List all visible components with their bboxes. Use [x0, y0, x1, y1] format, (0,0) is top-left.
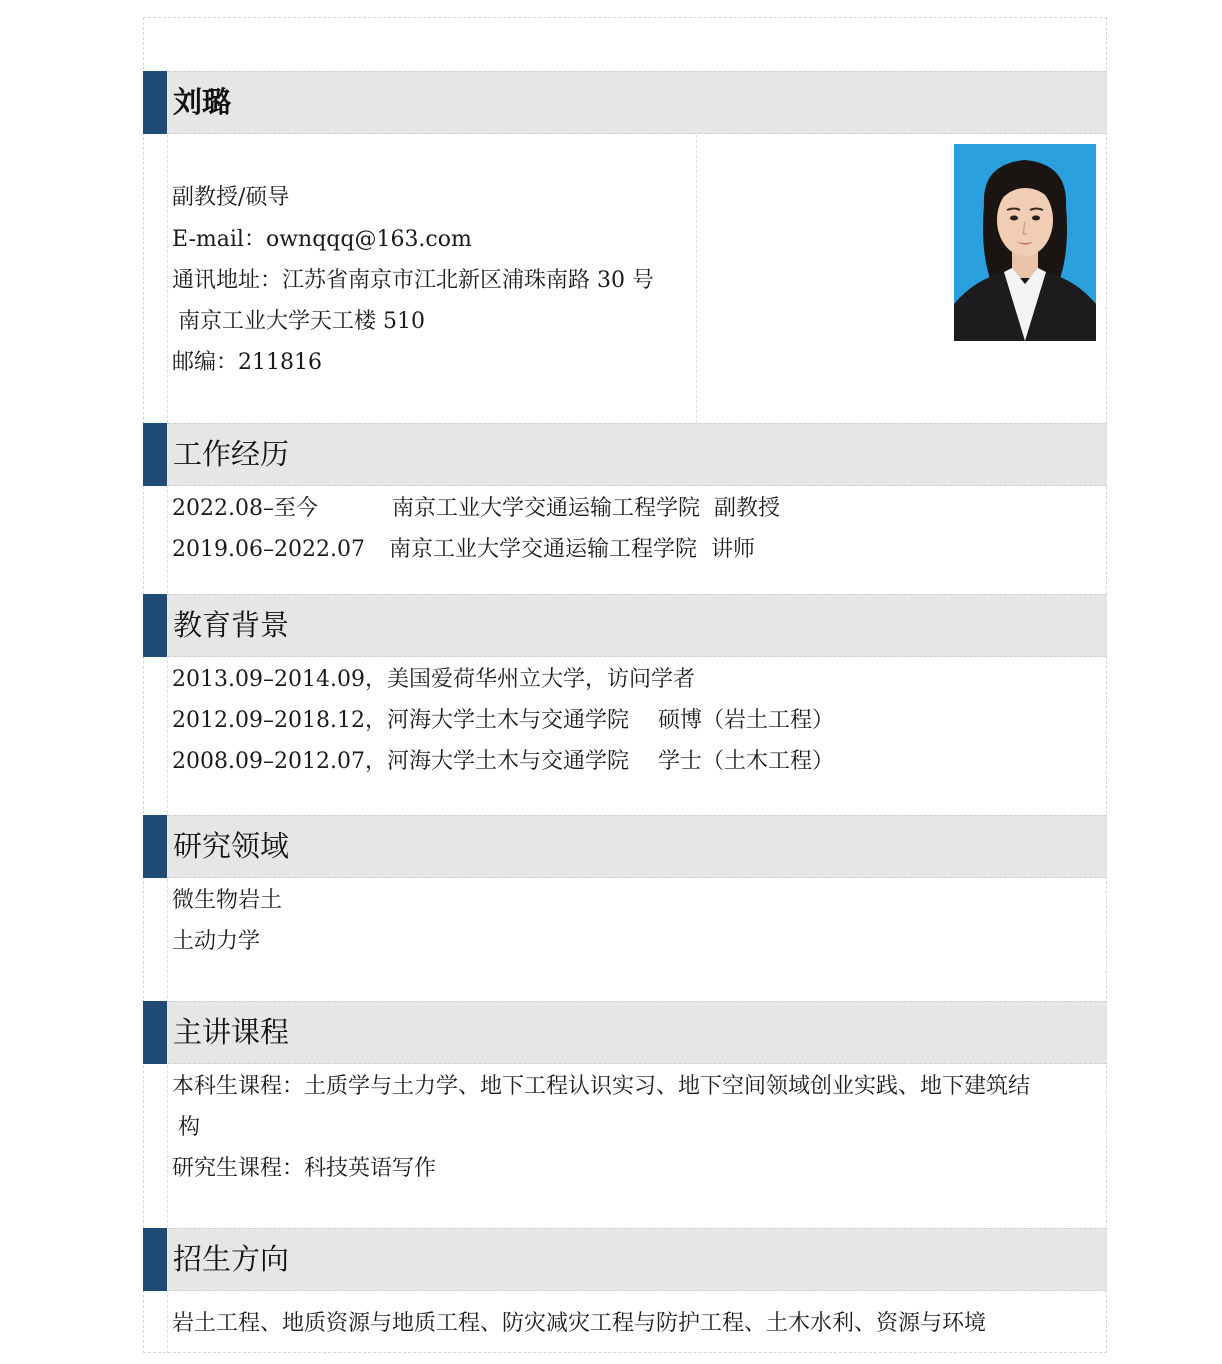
section-header-research	[143, 815, 1107, 878]
info-divider	[696, 135, 697, 423]
person-name: 刘璐	[173, 85, 232, 119]
section-title-recruit: 招生方向	[173, 1242, 290, 1276]
research-item: 微生物岩土	[172, 888, 283, 913]
work-role: 讲师	[710, 537, 755, 562]
work-org: 南京工业大学交通运输工程学院	[391, 496, 700, 521]
section-title-courses: 主讲课程	[173, 1015, 290, 1049]
work-row	[172, 535, 755, 565]
accent-bar	[143, 594, 167, 657]
work-period: 2022.08–至今	[172, 496, 318, 521]
profile-photo	[954, 144, 1096, 341]
courses-undergrad: 本科生课程：土质学与土力学、地下工程认识实习、地下空间领域创业实践、地下建筑结	[172, 1074, 1031, 1099]
section-title-work: 工作经历	[173, 437, 290, 471]
info-address-line1: 通讯地址：江苏省南京市江北新区浦珠南路 30 号	[172, 268, 654, 293]
left-guide-line	[167, 135, 168, 1353]
accent-bar	[143, 815, 167, 878]
education-item: 2008.09–2012.07，河海大学土木与交通学院 学士（土木工程）	[172, 749, 834, 774]
info-address-line2: 南京工业大学天工楼 510	[178, 309, 425, 334]
work-row	[172, 494, 780, 524]
accent-bar	[143, 1228, 167, 1291]
accent-bar	[143, 71, 167, 134]
courses-undergrad-cont: 构	[178, 1115, 201, 1140]
section-title-education: 教育背景	[173, 608, 290, 642]
work-role: 副教授	[714, 496, 781, 521]
education-item: 2012.09–2018.12，河海大学土木与交通学院 硕博（岩土工程）	[172, 708, 834, 733]
section-header-courses	[143, 1001, 1107, 1064]
info-title: 副教授/硕导	[172, 185, 290, 210]
section-header-recruit	[143, 1228, 1107, 1291]
accent-bar	[143, 1001, 167, 1064]
info-email: E-mail：ownqqq@163.com	[172, 227, 472, 252]
recruit-text: 岩土工程、地质资源与地质工程、防灾减灾工程与防护工程、土木水利、资源与环境	[172, 1311, 987, 1336]
portrait-illustration	[954, 144, 1096, 341]
name-header	[143, 71, 1107, 134]
work-org: 南京工业大学交通运输工程学院	[388, 537, 697, 562]
section-title-research: 研究领域	[173, 829, 290, 863]
education-item: 2013.09–2014.09，美国爱荷华州立大学，访问学者	[172, 667, 695, 692]
section-header-education	[143, 594, 1107, 657]
section-header-work	[143, 423, 1107, 486]
courses-graduate: 研究生课程：科技英语写作	[172, 1156, 437, 1181]
accent-bar	[143, 423, 167, 486]
info-postcode: 邮编：211816	[172, 350, 322, 375]
research-item: 土动力学	[172, 929, 261, 954]
work-period: 2019.06–2022.07	[172, 537, 365, 562]
